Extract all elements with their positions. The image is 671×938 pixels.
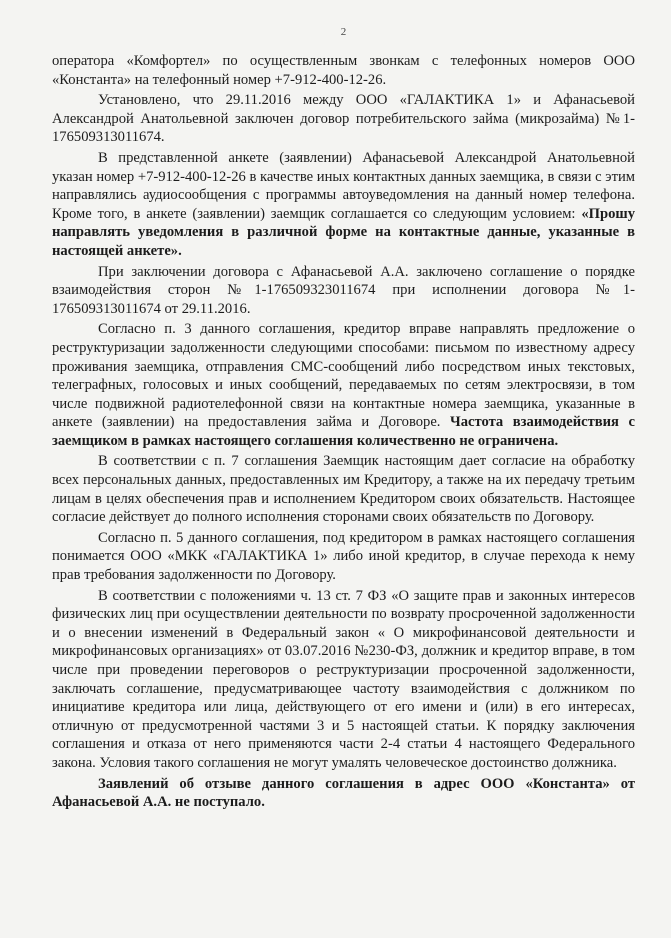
paragraph-loan-agreement — [52, 91, 635, 147]
paragraph-clause-3 — [52, 320, 635, 450]
paragraph-questionnaire — [52, 149, 635, 261]
page-number: 2 — [340, 26, 347, 38]
paragraph-text: Согласно п. 5 данного соглашения, под кредитором в рамках настоящего соглашения понимается ООО «МКК «ГАЛАКТИКА 1» либо иной кредитор, в случае перехода к нему прав требования задолженности по Договору. — [52, 529, 635, 584]
paragraph-bold-text: Заявлений об отзыве данного соглашения в адрес ООО «Константа» от Афанасьевой А.А. не поступало. — [52, 775, 635, 811]
paragraph-text: Согласно п. 3 данного соглашения, кредитор вправе направлять предложение о реструктуризации задолженности следующими способами: письмом по известному адресу проживания заемщика, отправления СМС-сообщений либо посредством иных текстовых, телеграфных, голосовых и иных сообщений, передаваемых по сетям электросвязи, в том числе подвижной радиотелефонной связи на контактные номера заемщика, указанные в анкете (заявлении) на предоставления займа и Договоре. — [52, 321, 635, 431]
paragraph-bold-text: «Прошу направлять уведомления в различной форме на контактные данные, указанные в настоящей анкете». — [52, 205, 635, 259]
paragraph-text: В представленной анкете (заявлении) Афанасьевой Александрой Анатольевной указан номер +7-912-400-12-26 в качестве иных контактных данных заемщика, в связи с этим направлялись аудиосообщения с программы автоуведомления на данный номер телефона. Кроме того, в анкете (заявлении) заемщик соглашается со следующим условием: — [52, 149, 635, 222]
paragraph-clause-5 — [52, 529, 635, 585]
paragraph-text: В соответствии с положениями ч. 13 ст. 7 ФЗ «О защите прав и законных интересов физических лиц при осуществлении деятельности по возврату просроченной задолженности и о внесении изменений в Федеральный закон « О микрофинансовой деятельности и микрофинансовых организациях» от 03.07.2016 №230-ФЗ, должник и кредитор вправе, в том числе при проведении переговоров о реструктуризации просроченной задолженности, заключать соглашение, предусматривающее частоту взаимодействия с должником по инициативе кредитора или лица, действующего от его имени и (или) в его интересах, отличную от предусмотренной частями 3 и 5 настоящей статьи. К порядку заключения соглашения и отказа от него применяются части 2-4 статьи 4 настоящего Федерального закона. Условия такого соглашения не могут умалять человеческое достоинство должника. — [52, 587, 635, 771]
paragraph-interaction-agreement — [52, 263, 635, 319]
paragraph-federal-law — [52, 587, 635, 773]
paragraph-clause-7 — [52, 452, 635, 526]
paragraph-phone-operator — [52, 52, 635, 89]
paragraph-text: При заключении договора с Афанасьевой А.А. заключено соглашение о порядке взаимодействия сторон №1-176509323011674 при исполнении договора №1-176509313011674 от 29.11.2016. — [52, 263, 635, 317]
paragraph-text: оператора «Комфортел» по осуществленным звонкам с телефонных номеров ООО «Константа» на телефонный номер +7-912-400-12-26. — [52, 53, 635, 88]
paragraph-no-withdrawal — [52, 775, 635, 812]
paragraph-text: В соответствии с п. 7 соглашения Заемщик настоящим дает согласие на обработку всех персональных данных, предоставленных им Кредитору, а также на их передачу третьим лицам в целях обеспечения прав и исполнением Кредитором своих обязательств. Настоящее согласие действует до полного исполнения сторонами своих обязательств по Договору. — [52, 453, 635, 526]
paragraph-bold-text: Частота взаимодействия с заемщиком в рамках настоящего соглашения количественно не ограничена. — [52, 414, 635, 449]
paragraph-text: Установлено, что 29.11.2016 между ООО «ГАЛАКТИКА 1» и Афанасьевой Александрой Анатольевной заключен договор потребительского займа (микрозайма) №1-176509313011674. — [52, 92, 635, 146]
